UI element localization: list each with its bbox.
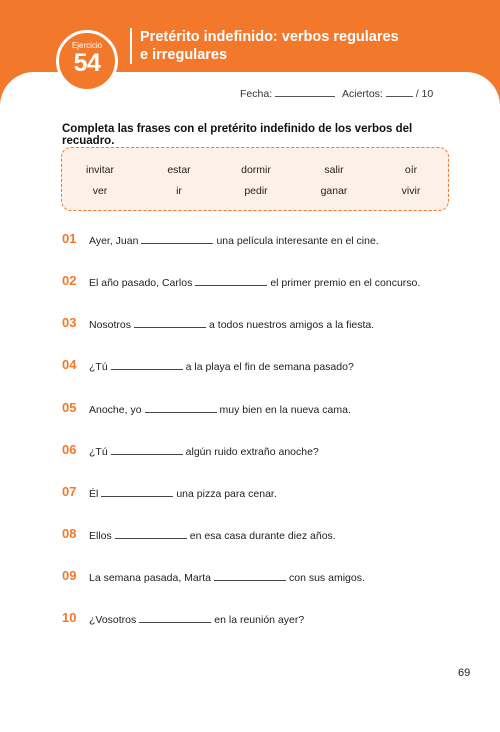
- exercise-label: Ejercicio: [71, 41, 103, 50]
- answer-blank[interactable]: [111, 444, 183, 455]
- date-field[interactable]: [240, 86, 335, 100]
- title-divider: [130, 28, 132, 64]
- item-sentence: ¿Vosotros en la reunión ayer?: [89, 614, 305, 626]
- verb-item: dormir: [241, 164, 271, 176]
- verb-item: pedir: [244, 185, 268, 197]
- item-number: 04: [62, 357, 77, 372]
- exercise-item: [62, 315, 462, 335]
- exercise-item: [62, 568, 462, 588]
- instruction-text: Completa las frases con el pretérito indefinido de los verbos del recuadro.: [62, 123, 413, 147]
- item-number: 06: [62, 442, 77, 457]
- page-title: Pretérito indefinido: verbos regulares e irregulares: [140, 29, 399, 63]
- exercise-item: [62, 357, 462, 377]
- item-number: 03: [62, 315, 77, 330]
- verb-item: ver: [92, 185, 108, 197]
- item-number: 05: [62, 400, 77, 415]
- item-sentence: Ayer, Juan una película interesante en el cine.: [89, 235, 379, 247]
- verb-item: invitar: [85, 164, 114, 176]
- item-number: 09: [62, 568, 77, 583]
- item-number: 07: [62, 484, 77, 499]
- answer-blank[interactable]: [214, 570, 286, 581]
- exercise-item: [62, 400, 462, 420]
- verb-item: vivir: [401, 185, 421, 197]
- answer-blank[interactable]: [141, 233, 213, 244]
- page-number: 69: [458, 667, 471, 679]
- item-number: 01: [62, 231, 77, 246]
- verb-item: estar: [167, 164, 191, 176]
- item-number: 08: [62, 526, 77, 541]
- verb-item: ganar: [320, 185, 348, 197]
- answer-blank[interactable]: [115, 528, 187, 539]
- verb-item: oír: [404, 164, 418, 176]
- answer-blank[interactable]: [145, 402, 217, 413]
- exercise-item: [62, 484, 462, 504]
- verb-box: [61, 147, 449, 211]
- answer-blank[interactable]: [101, 486, 173, 497]
- exercise-badge: [56, 30, 118, 92]
- score-total: / 10: [415, 88, 434, 100]
- item-sentence: Él una pizza para cenar.: [89, 488, 277, 500]
- score-field[interactable]: [342, 86, 433, 100]
- verb-item: ir: [176, 185, 182, 197]
- item-sentence: ¿Tú algún ruido extraño anoche?: [89, 446, 319, 458]
- exercise-item: [62, 442, 462, 462]
- score-blank[interactable]: [386, 86, 413, 97]
- score-label: Aciertos:: [342, 88, 383, 100]
- item-number: 02: [62, 273, 77, 288]
- item-sentence: La semana pasada, Marta con sus amigos.: [89, 572, 365, 584]
- verb-item: salir: [324, 164, 344, 176]
- answer-blank[interactable]: [134, 317, 206, 328]
- item-number: 10: [62, 610, 77, 625]
- exercise-item: [62, 273, 462, 293]
- item-sentence: ¿Tú a la playa el fin de semana pasado?: [89, 361, 354, 373]
- exercise-item: [62, 526, 462, 546]
- exercise-item: [62, 231, 462, 251]
- item-sentence: Anoche, yo muy bien en la nueva cama.: [89, 404, 351, 416]
- exercise-item: [62, 610, 462, 630]
- exercise-number: 54: [73, 49, 101, 77]
- answer-blank[interactable]: [195, 275, 267, 286]
- item-sentence: Nosotros a todos nuestros amigos a la fiesta.: [89, 319, 375, 331]
- answer-blank[interactable]: [139, 612, 211, 623]
- date-blank[interactable]: [275, 86, 335, 97]
- date-label: Fecha:: [240, 88, 273, 100]
- item-sentence: Ellos en esa casa durante diez años.: [89, 530, 336, 542]
- answer-blank[interactable]: [111, 359, 183, 370]
- item-sentence: El año pasado, Carlos el primer premio en el concurso.: [89, 277, 421, 289]
